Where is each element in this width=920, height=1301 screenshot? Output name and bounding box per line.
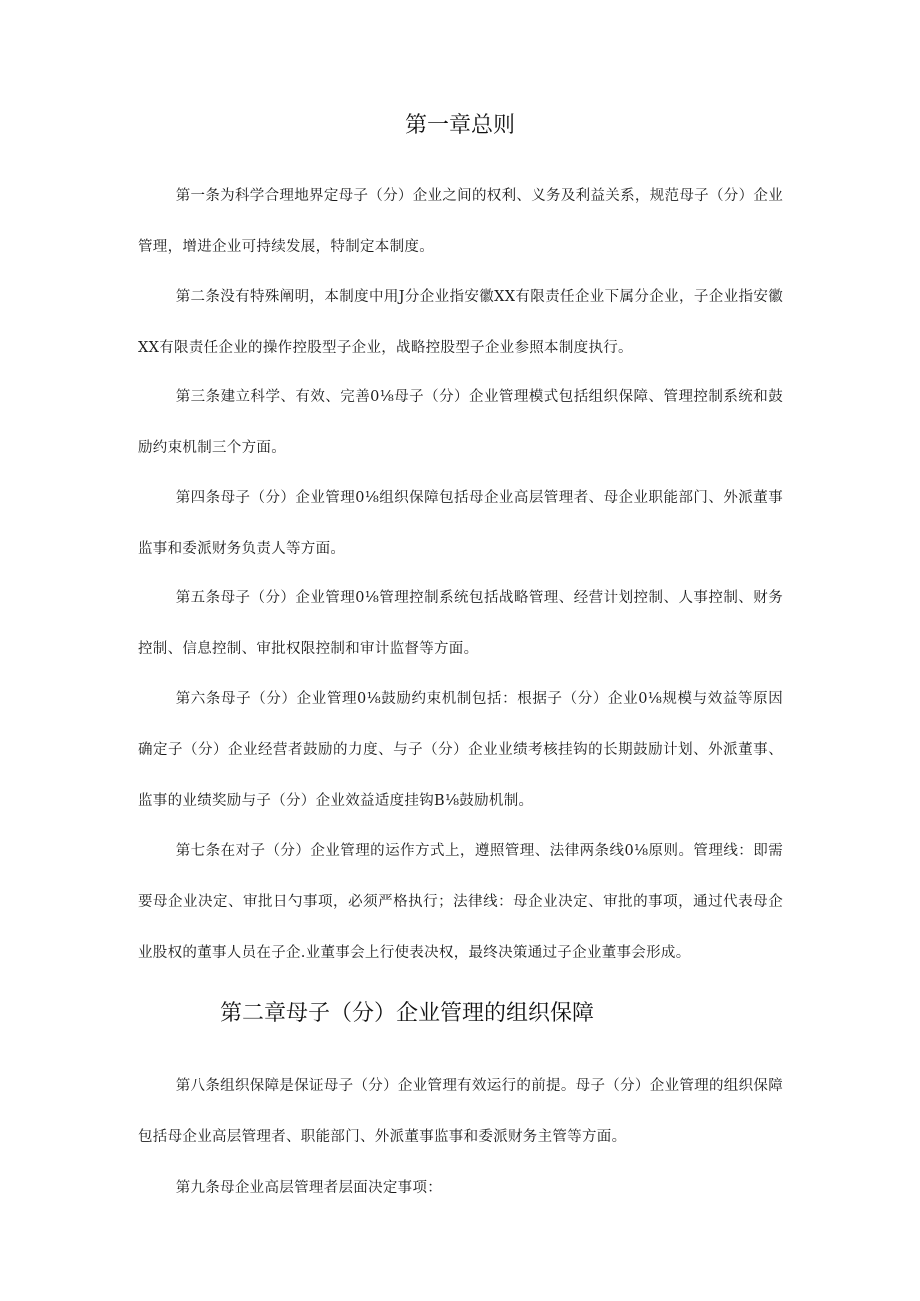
article-5: 第五条母子（分）企业管理0⅛管理控制系统包括战略管理、经营计划控制、人事控制、财务控制、信息控制、审批权限控制和审计监督等方面。 (138, 590, 783, 657)
chapter-2-title: 第二章母子（分）企业管理的组织保障 (220, 1001, 595, 1026)
article-2: 第二条没有特殊阐明，本制度中用J分企业指安徽XX有限责任企业下属分企业，子企业指安徽XX有限责任企业的操作控股型子企业，战略控股型子企业参照本制度执行。 (138, 289, 783, 356)
article-1: 第一条为科学合理地界定母子（分）企业之间的权利、义务及利益关系，规范母子（分）企业管理，增进企业可持续发展，特制定本制度。 (138, 188, 783, 255)
article-3: 第三条建立科学、有效、完善0⅛母子（分）企业管理模式包括组织保障、管理控制系统和鼓励约束机制三个方面。 (138, 389, 783, 456)
chapter-1-title: 第一章总则 (404, 113, 515, 138)
article-9: 第九条母企业高层管理者层面决定事项： (175, 1180, 443, 1196)
article-8: 第八条组织保障是保证母子（分）企业管理有效运行的前提。母子（分）企业管理的组织保障包括母企业高层管理者、职能部门、外派董事监事和委派财务主管等方面。 (138, 1078, 783, 1145)
article-6: 第六条母子（分）企业管理0⅛鼓励约束机制包括：根据子（分）企业0⅛规模与效益等原因确定子（分）企业经营者鼓励的力度、与子（分）企业业绩考核挂钩的长期鼓励计划、外派董事、监事的业绩奖励与子（分）企业效益适度挂钩B⅛鼓励机制。 (138, 691, 783, 809)
article-7: 第七条在对子（分）企业管理的运作方式上，遵照管理、法律两条线0⅛原则。管理线：即需要母企业决定、审批日勺事项，必须严格执行；法律线：母企业决定、审批的事项，通过代表母企业股权的董事人员在子企.业董事会上行使表决权，最终决策通过子企业董事会形成。 (138, 843, 783, 961)
article-4: 第四条母子（分）企业管理0⅛组织保障包括母企业高层管理者、母企业职能部门、外派董事监事和委派财务负责人等方面。 (138, 490, 783, 557)
